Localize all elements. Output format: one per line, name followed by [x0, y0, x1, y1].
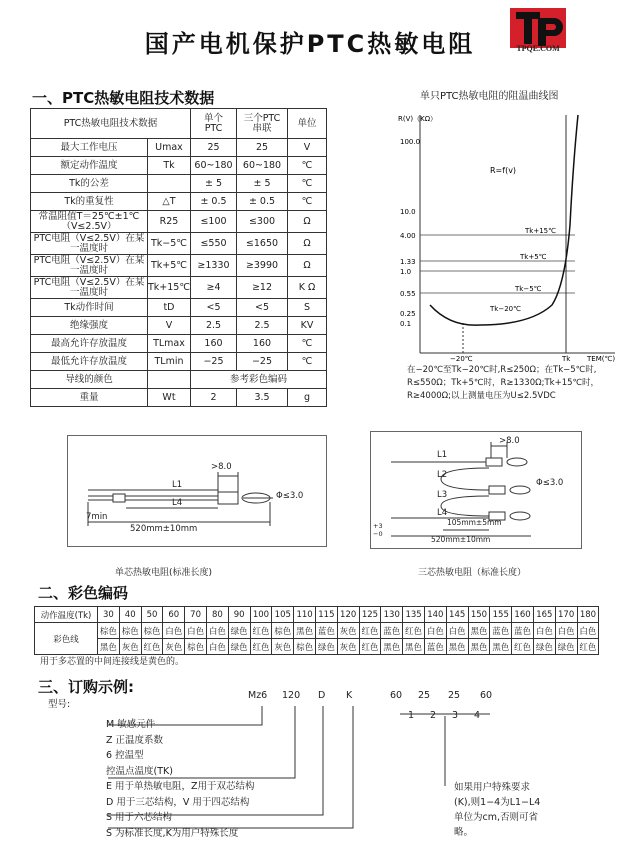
color-wire2-cell: 黑色: [468, 639, 490, 655]
spec-cell-name: PTC电阻（V≤2.5V）在某一温度时: [31, 277, 148, 299]
triple-dim-phi: Φ≤3.0: [536, 478, 564, 488]
spec-cell-name: PTC电阻（V≤2.5V）在某一温度时: [31, 233, 148, 255]
spec-cell-triple: 3.5: [237, 389, 288, 407]
spec-cell-name: Tk动作时间: [31, 299, 148, 317]
spec-cell-triple: ± 0.5: [237, 193, 288, 211]
color-wire2-cell: 红色: [141, 639, 163, 655]
spec-cell-symbol: Tk+5℃: [147, 255, 190, 277]
spec-row: [31, 317, 327, 335]
spec-cell-symbol: V: [147, 317, 190, 335]
spec-cell-triple: ± 5: [237, 175, 288, 193]
spec-row: [31, 389, 327, 407]
color-wire1-cell: 蓝色: [315, 623, 337, 639]
color-wire1-cell: 白色: [577, 623, 599, 639]
color-temp-cell: 160: [512, 607, 534, 623]
color-temp-cell: 145: [446, 607, 468, 623]
order-number: 4: [474, 710, 481, 721]
color-wire1-cell: 白色: [206, 623, 228, 639]
color-wire1-cell: 白色: [185, 623, 207, 639]
color-temp-cell: 150: [468, 607, 490, 623]
color-wire2-cell: 红色: [577, 639, 599, 655]
spec-cell-single: 参考彩色编码: [191, 371, 327, 389]
logo-text: TPQE.COM: [516, 44, 560, 53]
spec-cell-name: 最低允许存放温度: [31, 353, 148, 371]
color-wire2-cell: 黑色: [446, 639, 468, 655]
spec-cell-triple: 2.5: [237, 317, 288, 335]
color-temp-cell: 180: [577, 607, 599, 623]
rt-curve-line: [430, 115, 578, 325]
spec-row: [31, 175, 327, 193]
triple-dim-top: >8.0: [499, 436, 520, 446]
color-temp-cell: 115: [315, 607, 337, 623]
y-tick-label: 10.0: [400, 208, 416, 216]
color-wire2-cell: 棕色: [185, 639, 207, 655]
spec-cell-symbol: [147, 175, 190, 193]
single-dim-phi: Φ≤3.0: [276, 491, 304, 501]
order-code: 60: [390, 690, 403, 701]
order-line: S 用于六芯结构: [106, 812, 173, 823]
spec-cell-single: −25: [191, 353, 237, 371]
triple-l3: L3: [437, 490, 448, 500]
curve-note-1: 在−20℃至Tk−20℃时,R≤250Ω；在Tk−5℃时,: [407, 365, 597, 375]
color-temp-cell: 135: [403, 607, 425, 623]
triple-l2: L2: [437, 470, 448, 480]
spec-cell-triple: 160: [237, 335, 288, 353]
color-wire1-cell: 红色: [403, 623, 425, 639]
color-temp-cell: 155: [490, 607, 512, 623]
color-temp-cell: 130: [381, 607, 403, 623]
spec-cell-unit: V: [288, 139, 327, 157]
spec-cell-single: ± 5: [191, 175, 237, 193]
spec-cell-symbol: Tk+15℃: [147, 277, 190, 299]
color-wire2-cell: 黑色: [381, 639, 403, 655]
color-temp-cell: 105: [272, 607, 294, 623]
color-wire2-cell: 红色: [512, 639, 534, 655]
color-wire2-cell: 灰色: [119, 639, 141, 655]
color-wire1-cell: 灰色: [337, 623, 359, 639]
color-wire1-cell: 红色: [250, 623, 272, 639]
y-tick-label: 1.0: [400, 268, 412, 276]
color-wire2-cell: 蓝色: [424, 639, 446, 655]
color-wire2-cell: 黑色: [490, 639, 512, 655]
order-line: S 为标准长度,K为用户特殊长度: [106, 827, 239, 839]
color-temp-cell: 80: [206, 607, 228, 623]
spec-cell-unit: ℃: [288, 353, 327, 371]
color-wire2-cell: 黑色: [403, 639, 425, 655]
color-temp-cell: 50: [141, 607, 163, 623]
spec-cell-single: ≤100: [191, 211, 237, 233]
spec-cell-unit: g: [288, 389, 327, 407]
spec-row: [31, 371, 327, 389]
curve-label: Tk−20℃: [490, 305, 521, 313]
order-code: 25: [418, 690, 431, 701]
color-temp-cell: 120: [337, 607, 359, 623]
spec-header-triple: 三个PTC串联: [237, 109, 288, 139]
single-sensor-diagram: [67, 435, 327, 547]
color-wire1-cell: 白色: [424, 623, 446, 639]
y-tick-label: 1.33: [400, 258, 416, 266]
triple-l1: L1: [437, 450, 448, 460]
spec-header-unit: 单位: [288, 109, 327, 139]
spec-cell-name: 额定动作温度: [31, 157, 148, 175]
spec-cell-triple: 25: [237, 139, 288, 157]
y-tick-label: 0.25: [400, 310, 416, 318]
curve-label: Tk+5℃: [520, 253, 547, 261]
spec-cell-triple: ≥3990: [237, 255, 288, 277]
spec-cell-unit: Ω: [288, 255, 327, 277]
color-wire1-cell: 蓝色: [490, 623, 512, 639]
color-wire2-cell: 绿色: [315, 639, 337, 655]
spec-row: [31, 139, 327, 157]
spec-cell-name: 常温阻值T＝25℃±1℃（V≤2.5V）: [31, 211, 148, 233]
color-wire2-cell: 红色: [359, 639, 381, 655]
color-wire2-cell: 绿色: [228, 639, 250, 655]
spec-cell-symbol: Tk: [147, 157, 190, 175]
color-wire2-cell: 灰色: [163, 639, 185, 655]
color-wire1-cell: 白色: [163, 623, 185, 639]
order-number: 2: [430, 710, 437, 721]
spec-row: [31, 255, 327, 277]
triple-mid: 105mm±5mm: [447, 518, 502, 527]
color-wire1-cell: 红色: [359, 623, 381, 639]
color-wire1-cell: 棕色: [141, 623, 163, 639]
spec-cell-unit: KV: [288, 317, 327, 335]
order-line: Z 正温度系数: [106, 734, 164, 746]
spec-row: [31, 299, 327, 317]
color-wire2-cell: 灰色: [272, 639, 294, 655]
order-code: Mz6: [248, 690, 268, 701]
section1-heading: 一、PTC热敏电阻技术数据: [32, 89, 215, 107]
triple-tol: +3 −0: [373, 522, 383, 538]
color-temp-cell: 125: [359, 607, 381, 623]
spec-cell-single: 2: [191, 389, 237, 407]
spec-cell-symbol: Tk−5℃: [147, 233, 190, 255]
color-wire2-cell: 白色: [206, 639, 228, 655]
spec-cell-symbol: △T: [147, 193, 190, 211]
color-wire2-cell: 灰色: [337, 639, 359, 655]
y-tick-label: 0.1: [400, 320, 412, 328]
triple-length: 520mm±10mm: [431, 535, 491, 544]
spec-cell-symbol: R25: [147, 211, 190, 233]
spec-cell-name: 绝缘强度: [31, 317, 148, 335]
color-temp-header: 动作温度(Tk): [35, 607, 98, 623]
order-code: 25: [448, 690, 461, 701]
order-code: 120: [282, 690, 301, 701]
color-temp-cell: 60: [163, 607, 185, 623]
spec-cell-symbol: TLmin: [147, 353, 190, 371]
single-l4: L4: [172, 498, 183, 508]
spec-cell-name: 最高允许存放温度: [31, 335, 148, 353]
section2-heading: 二、彩色编码: [38, 584, 129, 602]
order-code: 60: [480, 690, 493, 701]
single-length: 520mm±10mm: [130, 524, 198, 534]
color-code-table: [34, 606, 599, 655]
single-min: 7min: [86, 512, 108, 522]
order-number: 3: [452, 710, 459, 721]
triple-sensor-diagram: [370, 431, 582, 549]
color-wire2-cell: 绿色: [533, 639, 555, 655]
color-wire1-cell: 黑色: [294, 623, 316, 639]
x-tick-tk: Tk: [562, 355, 571, 363]
spec-cell-single: 2.5: [191, 317, 237, 335]
color-temp-cell: 40: [119, 607, 141, 623]
spec-cell-triple: ≤300: [237, 211, 288, 233]
spec-cell-symbol: [147, 371, 190, 389]
spec-cell-triple: ≤1650: [237, 233, 288, 255]
spec-cell-triple: <5: [237, 299, 288, 317]
color-wire2-cell: 绿色: [555, 639, 577, 655]
triple-l4: L4: [437, 508, 448, 518]
spec-cell-symbol: tD: [147, 299, 190, 317]
curve-note-3: R≥4000Ω;以上测量电压为U≤2.5VDC: [407, 391, 556, 401]
spec-cell-name: 重量: [31, 389, 148, 407]
order-side-note: [454, 780, 540, 840]
spec-header-name: PTC热敏电阻技术数据: [31, 109, 191, 139]
spec-cell-name: Tk的重复性: [31, 193, 148, 211]
color-temp-cell: 30: [98, 607, 120, 623]
spec-cell-unit: Ω: [288, 211, 327, 233]
resistance-temperature-curve: [380, 105, 620, 370]
order-line: 控温点温度(TK): [106, 765, 173, 777]
single-dim-top: >8.0: [211, 462, 232, 472]
spec-row: [31, 233, 327, 255]
function-label: R=f(v): [490, 166, 517, 175]
color-wire1-cell: 棕色: [119, 623, 141, 639]
curve-notes: [407, 364, 617, 403]
model-label: 型号:: [48, 699, 71, 710]
color-temp-cell: 110: [294, 607, 316, 623]
spec-header-single: 单个PTC: [191, 109, 237, 139]
color-temp-cell: 140: [424, 607, 446, 623]
spec-row: [31, 353, 327, 371]
spec-cell-name: PTC电阻（V≤2.5V）在某一温度时: [31, 255, 148, 277]
spec-cell-name: 导线的颜色: [31, 371, 148, 389]
curve-label: Tk+15℃: [525, 227, 556, 235]
y-tick-label: 100.0: [400, 138, 421, 146]
spec-cell-symbol: Wt: [147, 389, 190, 407]
curve-label: Tk−5℃: [515, 285, 542, 293]
color-wire1-cell: 白色: [446, 623, 468, 639]
color-wire-header: 彩色线: [35, 623, 98, 655]
spec-cell-unit: Ω: [288, 233, 327, 255]
y-tick-label: 4.00: [400, 232, 416, 240]
color-wire1-cell: 棕色: [272, 623, 294, 639]
spec-cell-unit: ℃: [288, 193, 327, 211]
spec-cell-name: 最大工作电压: [31, 139, 148, 157]
order-line: 6 控温型: [106, 750, 144, 761]
spec-row: [31, 193, 327, 211]
order-line: M 敏感元件: [106, 719, 156, 730]
curve-xlabel: TEM(℃): [587, 355, 616, 363]
spec-cell-unit: ℃: [288, 335, 327, 353]
curve-title: 单只PTC热敏电阻的阻温曲线图: [420, 91, 559, 102]
color-temp-cell: 100: [250, 607, 272, 623]
section3-heading: 三、订购示例:: [38, 678, 134, 696]
single-caption: 单芯热敏电阻(标准长度): [115, 568, 213, 578]
color-wire1-cell: 蓝色: [381, 623, 403, 639]
color-temp-cell: 70: [185, 607, 207, 623]
spec-cell-name: Tk的公差: [31, 175, 148, 193]
color-temp-cell: 90: [228, 607, 250, 623]
spec-cell-single: <5: [191, 299, 237, 317]
spec-cell-single: 160: [191, 335, 237, 353]
spec-table: [30, 108, 327, 407]
spec-cell-single: ≤550: [191, 233, 237, 255]
color-wire2-cell: 黑色: [98, 639, 120, 655]
color-wire1-cell: 蓝色: [512, 623, 534, 639]
color-wire1-cell: 棕色: [98, 623, 120, 639]
order-number: 1: [408, 710, 415, 721]
spec-cell-single: 25: [191, 139, 237, 157]
order-line: E 用于单热敏电阻，Z用于双芯结构: [106, 781, 255, 792]
spec-row: [31, 211, 327, 233]
color-temp-cell: 170: [555, 607, 577, 623]
spec-cell-single: ± 0.5: [191, 193, 237, 211]
spec-cell-symbol: Umax: [147, 139, 190, 157]
spec-cell-single: ≥4: [191, 277, 237, 299]
order-code: K: [346, 690, 353, 701]
color-wire1-cell: 黑色: [468, 623, 490, 639]
color-temp-cell: 165: [533, 607, 555, 623]
spec-cell-single: ≥1330: [191, 255, 237, 277]
spec-cell-triple: −25: [237, 353, 288, 371]
color-note: 用于多芯置的中间连接线是黄色的。: [40, 657, 185, 667]
x-tick-minus20: −20℃: [450, 355, 473, 363]
color-wire2-cell: 棕色: [294, 639, 316, 655]
spec-row: [31, 157, 327, 175]
spec-cell-single: 60~180: [191, 157, 237, 175]
side-note-1: 如果用户特殊要求: [454, 782, 531, 793]
spec-cell-symbol: TLmax: [147, 335, 190, 353]
curve-note-2: R≤550Ω；Tk+5℃时，R≥1330Ω;Tk+15℃时，: [407, 378, 600, 388]
spec-cell-unit: ℃: [288, 157, 327, 175]
spec-cell-unit: K Ω: [288, 277, 327, 299]
spec-row: [31, 335, 327, 353]
spec-row: [31, 277, 327, 299]
side-note-2: (K),则1−4为L1−L4: [454, 797, 541, 808]
order-line: D 用于三芯结构，V 用于四芯结构: [106, 796, 250, 808]
page-title: 国产电机保护PTC热敏电阻: [144, 30, 476, 58]
order-code: D: [318, 690, 326, 701]
color-wire2-cell: 红色: [250, 639, 272, 655]
single-l1: L1: [172, 480, 183, 490]
y-tick-label: 0.55: [400, 290, 416, 298]
spec-cell-triple: 60~180: [237, 157, 288, 175]
side-note-3: 单位为cm,否则可省: [454, 812, 538, 823]
spec-cell-unit: S: [288, 299, 327, 317]
curve-ylabel: R(V)（KΩ）: [398, 115, 438, 123]
spec-cell-unit: ℃: [288, 175, 327, 193]
color-wire1-cell: 白色: [533, 623, 555, 639]
spec-cell-triple: ≥12: [237, 277, 288, 299]
side-note-4: 略。: [454, 827, 474, 838]
color-wire1-cell: 白色: [555, 623, 577, 639]
triple-caption: 三芯热敏电阻（标准长度）: [418, 568, 527, 578]
color-wire1-cell: 绿色: [228, 623, 250, 639]
